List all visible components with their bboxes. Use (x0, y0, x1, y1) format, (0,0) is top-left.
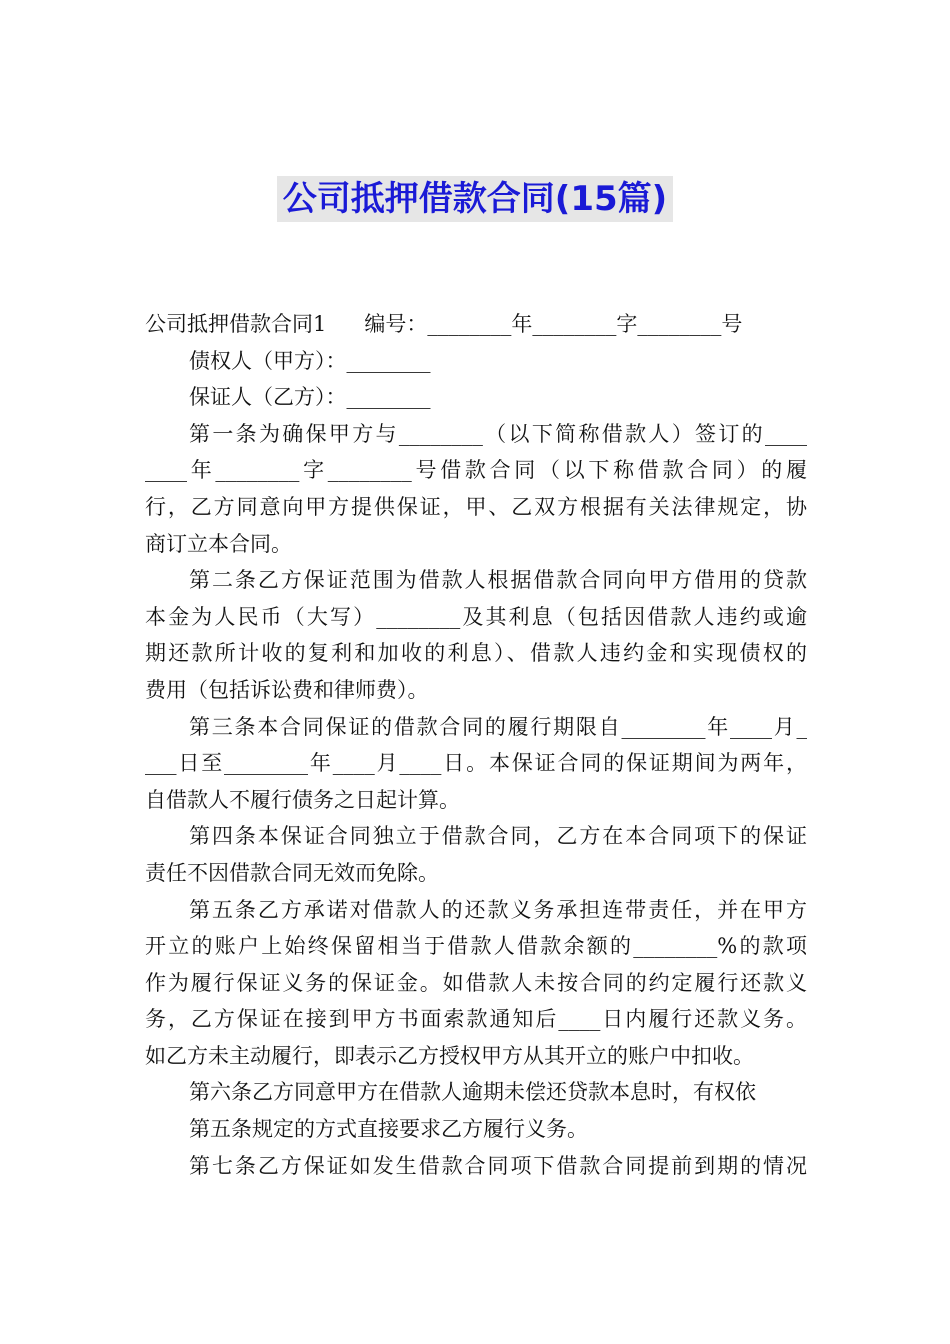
paragraph-line: 债权人（甲方）：________ (189, 348, 431, 373)
contract-number: 编号：________年________字________号 (364, 312, 743, 336)
paragraph-line: 开立的账户上始终保留相当于借款人借款余额的________%的款项 (145, 934, 807, 959)
paragraph-line: 第六条乙方同意甲方在借款人逾期未偿还贷款本息时，有权依 (189, 1080, 756, 1105)
paragraph-line: 作为履行保证义务的保证金。如借款人未按合同的约定履行还款义 (145, 970, 807, 995)
paragraph-line: 务，乙方保证在接到甲方书面索款通知后____日内履行还款义务。 (145, 1007, 807, 1032)
paragraph-line: 第二条乙方保证范围为借款人根据借款合同向甲方借用的贷款 (189, 568, 807, 593)
paragraph-line: 第一条为确保甲方与________（以下简称借款人）签订的____ (189, 421, 807, 446)
paragraph-line: 如乙方未主动履行，即表示乙方授权甲方从其开立的账户中扣收。 (145, 1043, 754, 1068)
document-body (145, 306, 807, 1184)
paragraph-line: 第五条规定的方式直接要求乙方履行义务。 (189, 1117, 588, 1142)
paragraph-line: 第三条本合同保证的借款合同的履行期限自________年____月_ (189, 714, 807, 739)
paragraph-line: 自借款人不履行债务之日起计算。 (145, 787, 460, 812)
paragraph-line: 第七条乙方保证如发生借款合同项下借款合同提前到期的情况 (189, 1153, 807, 1178)
paragraph-line: 保证人（乙方）：________ (189, 385, 431, 410)
paragraph-line: 期还款所计收的复利和加收的利息）、借款人违约金和实现债权的 (145, 641, 807, 666)
paragraph-line: 费用（包括诉讼费和律师费）。 (145, 677, 429, 702)
paragraph-line: ____年________字________号借款合同（以下称借款合同）的履 (145, 458, 807, 483)
paragraph-line: 行，乙方同意向甲方提供保证，甲、乙双方根据有关法律规定，协 (145, 494, 807, 519)
title-wrap (0, 176, 950, 222)
contract-heading-line (145, 306, 807, 343)
paragraph-line: 本金为人民币（大写）________及其利息（包括因借款人违约或逾 (145, 604, 807, 629)
paragraph-line: 第五条乙方承诺对借款人的还款义务承担连带责任，并在甲方 (189, 897, 807, 922)
document-title: 公司抵押借款合同(15篇) (277, 176, 673, 222)
paragraph-line: ___日至________年____月____日。本保证合同的保证期间为两年， (145, 751, 807, 776)
paragraph-line: 第四条本保证合同独立于借款合同，乙方在本合同项下的保证 (189, 824, 807, 849)
paragraph-line: 责任不因借款合同无效而免除。 (145, 860, 439, 885)
contract-heading: 公司抵押借款合同1 (145, 312, 327, 336)
paragraph-line: 商订立本合同。 (145, 531, 292, 556)
